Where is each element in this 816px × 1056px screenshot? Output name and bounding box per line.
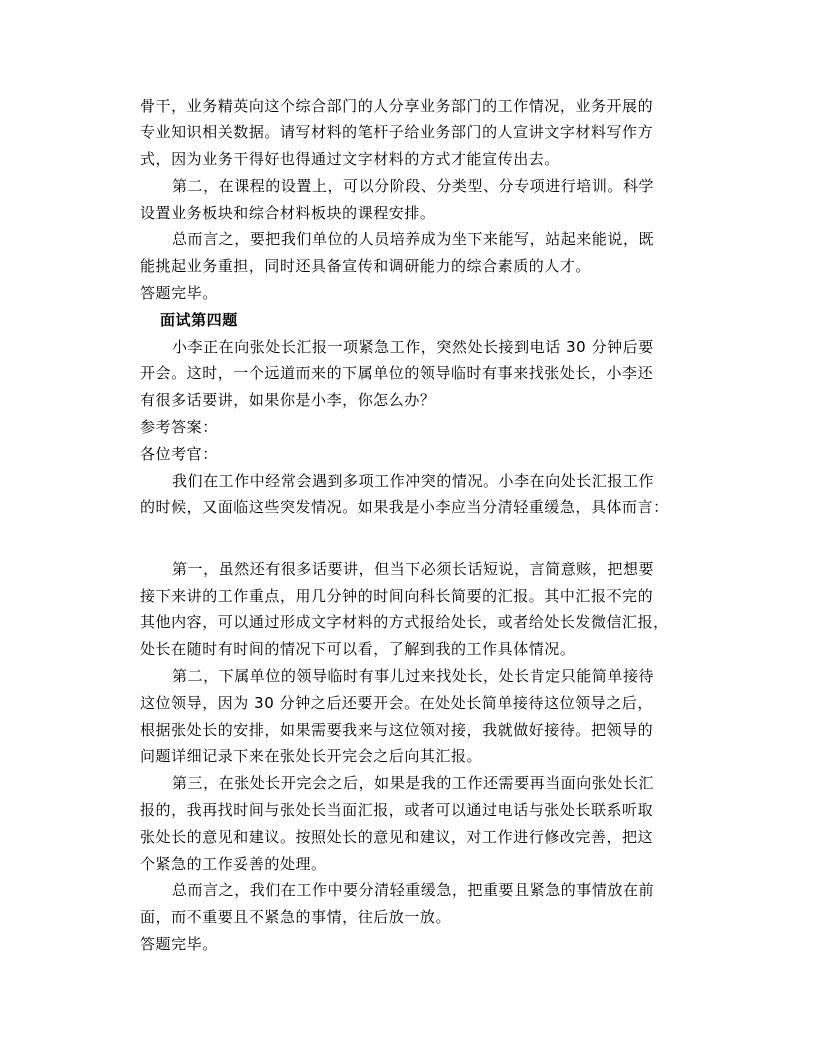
text-line: 式，因为业务干得好也得通过文字材料的方式才能宣传出去。: [140, 150, 560, 168]
paragraph-line: 总而言之，我们在工作中要分清轻重缓急，把重要且紧急的事情放在前: [172, 881, 655, 899]
question-line: 有很多话要讲，如果你是小李，你怎么办？: [140, 391, 436, 409]
text-line: 报的，我再找时间与张处长当面汇报，或者可以通过电话与张处长联系听取: [140, 801, 654, 819]
paragraph-line: 第二，在课程的设置上，可以分阶段、分类型、分专项进行培训。科学: [172, 177, 655, 195]
question-line: 小李正在向张处长汇报一项紧急工作，突然处长接到电话 30 分钟后要: [172, 338, 654, 356]
paragraph-line: 第一，虽然还有很多话要讲，但当下必须长话短说，言简意赅，把想要: [172, 560, 655, 578]
answer-end: 答题完毕。: [140, 935, 218, 953]
answer-end: 答题完毕。: [140, 284, 218, 302]
text-line: 的时候，又面临这些突发情况。如果我是小李应当分清轻重缓急，具体而言：: [140, 498, 669, 516]
text-line: 其他内容，可以通过形成文字材料的方式报给处长，或者给处长发微信汇报，: [140, 613, 669, 631]
text-line: 根据张处长的安排，如果需要我来与这位领对接，我就做好接待。把领导的: [140, 721, 654, 739]
text-line: 骨干，业务精英向这个综合部门的人分享业务部门的工作情况，业务开展的: [140, 97, 654, 115]
text-line: 专业知识相关数据。请写材料的笔杆子给业务部门的人宣讲文字材料写作方: [140, 123, 654, 141]
paragraph-line: 第三，在张处长开完会之后，如果是我的工作还需要再当面向张处长汇: [172, 774, 655, 792]
text-line: 接下来讲的工作重点，用几分钟的时间向科长简要的汇报。其中汇报不完的: [140, 587, 654, 605]
text-line: 设置业务板块和综合材料板块的课程安排。: [140, 204, 436, 222]
text-line: 处长在随时有时间的情况下可以看，了解到我的工作具体情况。: [140, 640, 576, 658]
paragraph-line: 第二，下属单位的领导临时有事儿过来找处长，处长肯定只能简单接待: [172, 667, 655, 685]
text-line: 面，而不重要且不紧急的事情，往后放一放。: [140, 908, 452, 926]
greeting: 各位考官：: [140, 445, 218, 463]
text-line: 这位领导，因为 30 分钟之后还要开会。在处处长简单接待这位领导之后，: [140, 694, 653, 712]
section-heading: 面试第四题: [160, 311, 238, 329]
text-line: 问题详细记录下来在张处长开完会之后向其汇报。: [140, 747, 483, 765]
paragraph-line: 总而言之，要把我们单位的人员培养成为坐下来能写，站起来能说，既: [172, 230, 655, 248]
text-line: 个紧急的工作妥善的处理。: [140, 855, 327, 873]
text-line: 张处长的意见和建议。按照处长的意见和建议，对工作进行修改完善，把这: [140, 828, 654, 846]
reference-answer-label: 参考答案：: [140, 418, 218, 436]
text-line: 能挑起业务重担，同时还具备宣传和调研能力的综合素质的人才。: [140, 257, 591, 275]
question-line: 开会。这时，一个远道而来的下属单位的领导临时有事来找张处长，小李还: [140, 364, 654, 382]
paragraph-line: 我们在工作中经常会遇到多项工作冲突的情况。小李在向处长汇报工作: [172, 472, 655, 490]
